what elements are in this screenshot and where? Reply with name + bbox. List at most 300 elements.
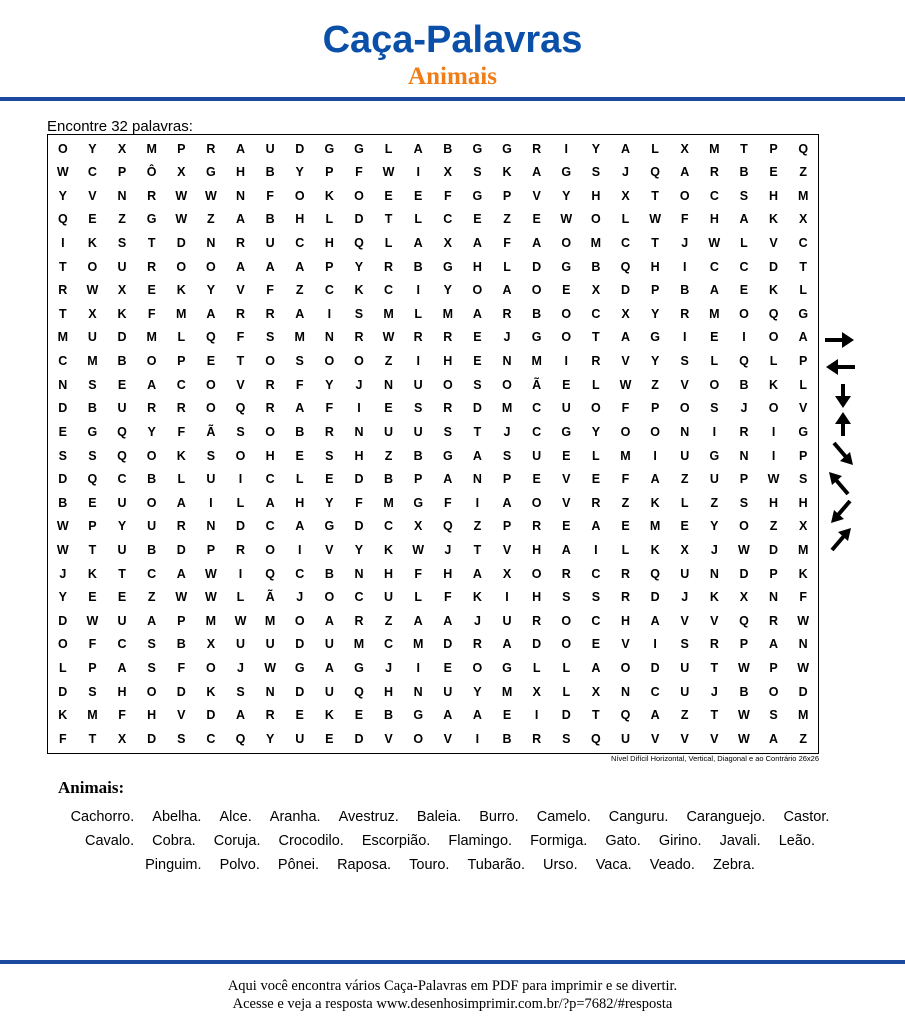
arrow-down-icon	[822, 383, 858, 409]
grid-cell: K	[769, 212, 779, 227]
grid-cell: Z	[473, 519, 482, 534]
grid-cell: O	[206, 377, 216, 392]
grid-cell: M	[87, 354, 98, 369]
grid-cell: O	[768, 330, 779, 345]
grid-cell: A	[235, 141, 245, 156]
grid-cell: T	[88, 731, 97, 746]
grid-cell: E	[562, 377, 571, 392]
word-item: Vaca.	[595, 857, 632, 873]
grid-cell: C	[384, 283, 394, 298]
grid-cell: O	[531, 283, 542, 298]
grid-cell: S	[88, 684, 97, 699]
word-item: Avestruz.	[338, 809, 399, 825]
grid-cell: L	[592, 448, 600, 463]
grid-cell: J	[710, 543, 718, 557]
grid-cell: D	[769, 543, 779, 557]
grid-cell: W	[175, 212, 188, 227]
grid-cell: Y	[354, 259, 364, 274]
grid-cell: G	[146, 212, 157, 227]
grid-cell: G	[206, 165, 216, 180]
grid-cell: R	[235, 306, 245, 321]
grid-cell: Q	[739, 613, 749, 628]
grid-cell: L	[651, 141, 659, 156]
grid-cell: W	[797, 613, 810, 628]
grid-cell: O	[206, 401, 216, 416]
grid-cell: C	[650, 684, 660, 699]
grid-cell: L	[740, 236, 748, 250]
grid-cell: H	[798, 495, 808, 510]
grid-cell: G	[324, 141, 335, 156]
grid-cell: P	[769, 661, 778, 676]
grid-cell: A	[147, 613, 157, 628]
grid-cell: S	[206, 448, 216, 463]
grid-cell: L	[799, 377, 807, 392]
grid-cell: B	[384, 472, 394, 487]
grid-cell: S	[117, 236, 127, 250]
grid-cell: F	[266, 283, 274, 298]
grid-cell: D	[58, 472, 68, 487]
grid-cell: I	[475, 495, 480, 510]
grid-cell: F	[177, 661, 186, 676]
grid-cell: M	[649, 519, 661, 534]
grid-cell: X	[443, 236, 452, 250]
grid-cell: L	[621, 543, 630, 557]
grid-cell: B	[87, 401, 97, 416]
grid-cell: U	[206, 472, 216, 487]
grid-cell: R	[176, 401, 186, 416]
grid-cell: S	[502, 448, 512, 463]
grid-cell: R	[147, 401, 157, 416]
grid-cell: G	[472, 141, 483, 156]
grid-cell: O	[146, 354, 157, 369]
grid-cell: P	[177, 613, 186, 628]
grid-cell: A	[561, 543, 571, 557]
grid-cell: S	[473, 165, 482, 180]
grid-cell: U	[532, 448, 542, 463]
grid-cell: O	[87, 259, 98, 274]
grid-cell: M	[57, 330, 69, 345]
grid-cell: L	[384, 236, 393, 250]
grid-cell: Y	[473, 684, 482, 699]
grid-cell: U	[117, 259, 127, 274]
grid-cell: A	[265, 259, 275, 274]
grid-cell: D	[176, 543, 186, 557]
grid-cell: E	[384, 401, 393, 416]
grid-cell: H	[295, 212, 305, 227]
grid-cell: I	[209, 495, 213, 510]
grid-cell: C	[354, 590, 364, 605]
grid-cell: I	[416, 283, 420, 298]
grid-cell: S	[799, 472, 808, 487]
grid-cell: K	[324, 708, 334, 723]
grid-cell: P	[799, 354, 808, 369]
grid-cell: A	[532, 165, 542, 180]
grid-cell: R	[532, 141, 542, 156]
grid-cell: I	[742, 330, 746, 345]
grid-cell: F	[266, 188, 274, 203]
grid-cell: Ã	[206, 424, 216, 439]
grid-cell: U	[413, 424, 423, 439]
page-subtitle: Animais	[408, 63, 497, 90]
grid-cell: N	[206, 519, 216, 534]
grid-cell: X	[414, 519, 423, 534]
grid-cell: Z	[295, 283, 304, 298]
grid-cell: L	[414, 212, 422, 227]
grid-cell: W	[264, 661, 277, 676]
grid-cell: M	[442, 306, 454, 321]
grid-cell: C	[176, 377, 186, 392]
grid-cell: D	[354, 731, 364, 746]
word-item: Caranguejo.	[686, 809, 766, 825]
grid-cell: H	[532, 590, 542, 605]
grid-cell: F	[88, 637, 97, 652]
grid-cell: U	[680, 448, 690, 463]
word-item: Javali.	[719, 833, 761, 849]
grid-cell: W	[86, 613, 99, 628]
grid-cell: I	[61, 236, 65, 250]
grid-cell: R	[443, 401, 453, 416]
grid-cell: Q	[768, 306, 779, 321]
grid-cell: G	[531, 330, 542, 345]
grid-cell: E	[295, 708, 304, 723]
grid-cell: E	[591, 637, 601, 652]
grid-cell: Q	[798, 141, 809, 156]
grid-cell: M	[709, 306, 720, 321]
grid-cell: W	[560, 212, 573, 227]
grid-cell: N	[206, 236, 216, 250]
grid-cell: E	[443, 661, 452, 676]
grid-cell: L	[414, 306, 422, 321]
grid-cell: B	[591, 259, 601, 274]
grid-cell: J	[296, 590, 304, 605]
grid-cell: A	[117, 661, 127, 676]
grid-cell: S	[58, 448, 67, 463]
grid-cell: O	[265, 543, 275, 557]
grid-cell: B	[265, 212, 275, 227]
grid-cell: C	[591, 566, 601, 581]
grid-cell: I	[505, 590, 509, 605]
grid-cell: F	[680, 212, 689, 227]
grid-cell: A	[443, 472, 453, 487]
grid-cell: S	[88, 448, 97, 463]
grid-cell: I	[771, 424, 776, 439]
grid-cell: W	[204, 566, 217, 581]
grid-cell: M	[205, 613, 217, 628]
grid-cell: J	[444, 543, 452, 557]
grid-cell: K	[117, 306, 127, 321]
grid-cell: E	[532, 472, 541, 487]
grid-cell: D	[354, 212, 364, 227]
grid-cell: L	[680, 495, 689, 510]
grid-cell: J	[681, 590, 689, 605]
grid-cell: S	[236, 424, 245, 439]
grid-cell: T	[799, 259, 807, 274]
grid-cell: T	[473, 424, 482, 439]
grid-cell: V	[236, 283, 245, 298]
grid-cell: G	[561, 165, 572, 180]
grid-cell: Q	[206, 330, 216, 345]
grid-cell: W	[204, 590, 217, 605]
grid-cell: L	[621, 212, 630, 227]
grid-cell: O	[561, 306, 572, 321]
grid-cell: O	[591, 401, 601, 416]
grid-cell: S	[443, 424, 452, 439]
word-item: Cachorro.	[70, 809, 135, 825]
grid-cell: O	[354, 188, 364, 203]
grid-cell: Z	[147, 590, 156, 605]
grid-cell: D	[532, 637, 542, 652]
grid-cell: A	[591, 519, 601, 534]
grid-cell: T	[118, 566, 126, 581]
grid-cell: O	[265, 424, 275, 439]
grid-cell: Q	[354, 684, 364, 699]
grid-cell: K	[58, 708, 68, 723]
grid-cell: C	[147, 566, 157, 581]
grid-cell: C	[265, 519, 275, 534]
grid-cell: S	[591, 590, 601, 605]
grid-cell: U	[117, 613, 127, 628]
grid-cell: A	[265, 495, 275, 510]
grid-cell: J	[681, 236, 689, 250]
grid-cell: H	[235, 165, 245, 180]
grid-cell: P	[177, 141, 186, 156]
grid-cell: L	[58, 661, 67, 676]
grid-cell: Y	[710, 519, 719, 534]
grid-cell: A	[472, 708, 482, 723]
grid-cell: W	[382, 165, 395, 180]
grid-cell: A	[176, 566, 186, 581]
grid-cell: R	[206, 141, 216, 156]
grid-cell: D	[769, 259, 779, 274]
grid-cell: V	[621, 354, 630, 369]
grid-cell: A	[472, 566, 482, 581]
arrow-left-icon	[822, 354, 858, 380]
grid-cell: J	[503, 330, 511, 345]
grid-cell: I	[475, 731, 480, 746]
grid-cell: U	[384, 424, 394, 439]
grid-cell: K	[709, 590, 719, 605]
grid-cell: H	[443, 566, 453, 581]
grid-cell: C	[384, 519, 394, 534]
grid-cell: W	[56, 519, 69, 534]
grid-cell: E	[325, 472, 334, 487]
grid-cell: C	[532, 401, 542, 416]
grid-cell: T	[236, 354, 245, 369]
grid-cell: O	[442, 377, 453, 392]
grid-cell: E	[354, 708, 364, 723]
grid-cell: E	[591, 472, 601, 487]
grid-cell: K	[769, 377, 779, 392]
grid-cell: V	[177, 708, 186, 723]
grid-cell: A	[798, 330, 808, 345]
grid-cell: Y	[443, 283, 452, 298]
grid-cell: P	[739, 472, 749, 487]
grid-cell: T	[58, 306, 67, 321]
grid-cell: Q	[117, 424, 127, 439]
grid-cell: M	[797, 708, 809, 723]
grid-cell: M	[501, 401, 513, 416]
grid-cell: U	[265, 141, 275, 156]
grid-cell: B	[265, 165, 275, 180]
grid-cell: A	[650, 472, 660, 487]
grid-cell: K	[176, 448, 186, 463]
grid-cell: C	[58, 354, 68, 369]
grid-cell: J	[622, 165, 629, 180]
grid-cell: L	[710, 354, 719, 369]
grid-cell: Q	[620, 259, 631, 274]
word-item: Escorpião.	[361, 833, 431, 849]
grid-cell: I	[416, 165, 420, 180]
grid-cell: A	[235, 212, 245, 227]
grid-cell: Y	[88, 141, 97, 156]
grid-cell: B	[176, 637, 186, 652]
grid-cell: D	[176, 236, 186, 250]
grid-cell: I	[327, 306, 332, 321]
grid-cell: D	[798, 684, 808, 699]
grid-cell: V	[680, 613, 689, 628]
grid-cell: O	[57, 637, 68, 652]
grid-cell: P	[414, 472, 423, 487]
grid-cell: E	[769, 165, 778, 180]
word-item: Castor.	[783, 809, 830, 825]
grid-cell: O	[57, 141, 68, 156]
grid-cell: T	[88, 543, 97, 557]
grid-cell: M	[797, 543, 809, 557]
grid-cell: U	[680, 566, 690, 581]
grid-cell: R	[176, 519, 186, 534]
grid-cell: B	[532, 306, 542, 321]
grid-cell: H	[620, 613, 630, 628]
grid-cell: A	[206, 306, 216, 321]
grid-cell: H	[295, 495, 305, 510]
grid-cell: D	[295, 637, 305, 652]
grid-cell: G	[472, 188, 483, 203]
grid-cell: S	[88, 377, 97, 392]
grid-cell: Ã	[265, 590, 275, 605]
grid-cell: F	[621, 472, 630, 487]
grid-cell: E	[88, 590, 97, 605]
grid-cell: M	[383, 306, 394, 321]
grid-cell: O	[561, 613, 572, 628]
grid-cell: F	[325, 401, 334, 416]
grid-cell: U	[502, 613, 512, 628]
grid-cell: R	[265, 377, 275, 392]
grid-cell: U	[147, 519, 157, 534]
grid-cell: D	[206, 708, 216, 723]
grid-cell: A	[472, 306, 482, 321]
grid-cell: Z	[118, 212, 126, 227]
grid-cell: N	[413, 684, 423, 699]
grid-cell: H	[384, 684, 394, 699]
grid-cell: O	[561, 637, 572, 652]
grid-cell: J	[503, 424, 511, 439]
grid-cell: L	[503, 259, 511, 274]
grid-cell: A	[295, 519, 305, 534]
grid-cell: G	[561, 259, 572, 274]
grid-cell: V	[443, 731, 452, 746]
grid-cell: E	[562, 519, 571, 534]
grid-cell: H	[650, 259, 660, 274]
grid-cell: I	[771, 448, 776, 463]
grid-cell: A	[324, 661, 334, 676]
grid-cell: D	[620, 283, 630, 298]
grid-cell: S	[680, 637, 689, 652]
grid-cell: N	[709, 566, 719, 581]
grid-cell: K	[324, 188, 334, 203]
grid-cell: R	[620, 590, 630, 605]
grid-cell: Q	[650, 566, 660, 581]
grid-cell: Z	[651, 377, 659, 392]
grid-cell: O	[768, 401, 779, 416]
grid-cell: G	[294, 661, 305, 676]
grid-cell: E	[414, 188, 423, 203]
grid-cell: L	[384, 141, 393, 156]
grid-cell: E	[473, 330, 482, 345]
grid-cell: C	[265, 472, 275, 487]
grid-cell: M	[146, 141, 157, 156]
grid-cell: W	[204, 188, 217, 203]
grid-cell: S	[147, 661, 156, 676]
grid-cell: A	[443, 708, 453, 723]
grid-cell: Q	[265, 566, 275, 581]
grid-cell: O	[531, 566, 542, 581]
grid-cell: O	[768, 684, 779, 699]
grid-cell: Q	[117, 448, 127, 463]
grid-cell: C	[117, 472, 127, 487]
grid-cell: W	[412, 543, 425, 557]
grid-cell: A	[591, 661, 601, 676]
word-item: Pônei.	[277, 857, 320, 873]
grid-cell: Q	[442, 519, 453, 534]
grid-cell: Y	[562, 188, 571, 203]
grid-cell: O	[472, 283, 483, 298]
grid-cell: A	[739, 212, 749, 227]
grid-cell: F	[236, 330, 245, 345]
grid-cell: U	[265, 637, 275, 652]
grid-cell: N	[769, 590, 779, 605]
grid-cell: X	[206, 637, 216, 652]
grid-cell: N	[354, 566, 364, 581]
grid-cell: N	[798, 637, 808, 652]
grid-cell: G	[502, 661, 512, 676]
grid-cell: S	[473, 377, 482, 392]
grid-cell: S	[354, 306, 364, 321]
grid-cell: P	[325, 259, 334, 274]
grid-cell: P	[799, 448, 808, 463]
grid-cell: I	[594, 543, 598, 557]
grid-cell: S	[739, 188, 749, 203]
grid-cell: Z	[710, 495, 719, 510]
grid-cell: V	[562, 495, 571, 510]
grid-cell: G	[442, 448, 453, 463]
grid-cell: F	[118, 708, 126, 723]
grid-cell: I	[416, 354, 420, 369]
grid-cell: L	[295, 472, 304, 487]
grid-cell: S	[295, 354, 304, 369]
grid-cell: K	[798, 566, 808, 581]
grid-cell: U	[295, 731, 305, 746]
grid-cell: V	[236, 377, 245, 392]
grid-cell: C	[384, 637, 394, 652]
word-item: Abelha.	[152, 809, 202, 825]
grid-cell: A	[769, 637, 779, 652]
arrow-up-icon	[822, 411, 858, 437]
grid-cell: M	[709, 141, 720, 156]
grid-cell: G	[798, 306, 809, 321]
grid-cell: T	[740, 141, 748, 156]
footer-divider	[0, 960, 905, 964]
grid-cell: O	[265, 354, 275, 369]
